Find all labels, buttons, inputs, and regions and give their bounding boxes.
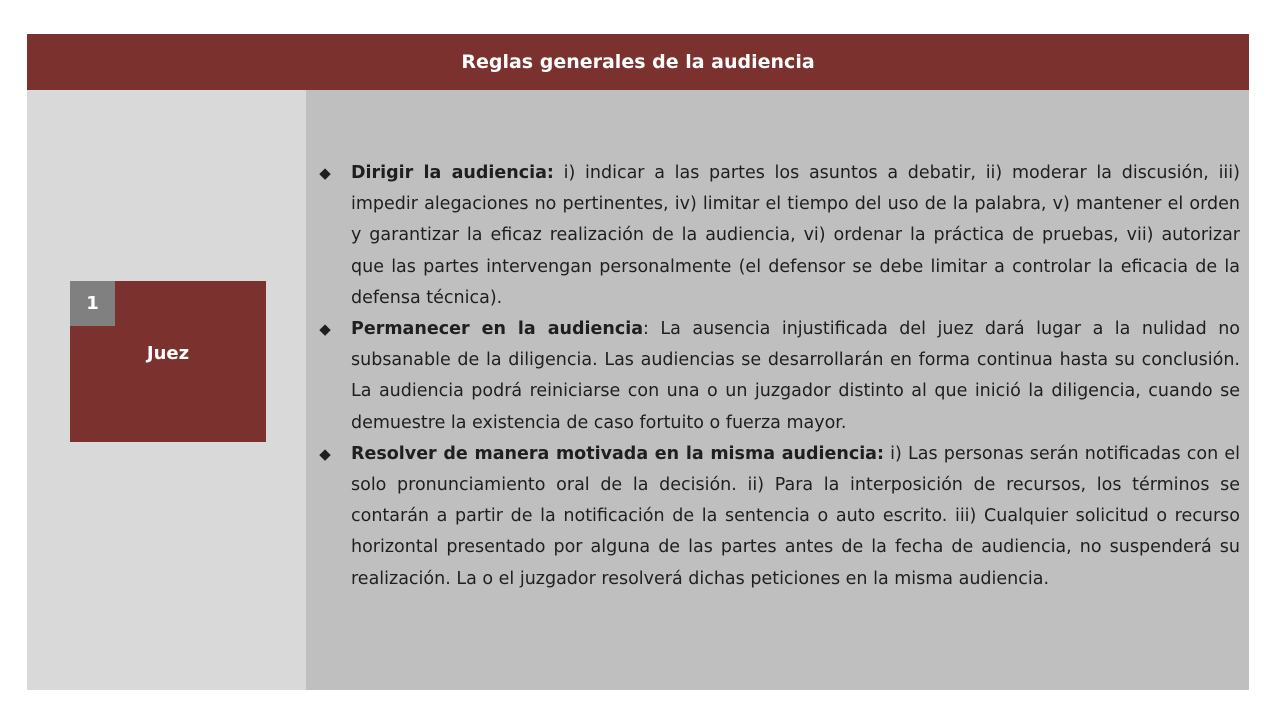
diamond-bullet-icon: ◆ <box>319 320 331 339</box>
slide-title-bar <box>27 34 1249 90</box>
rule-item <box>318 439 1240 595</box>
rules-list <box>318 158 1240 595</box>
diamond-bullet-icon: ◆ <box>319 444 331 463</box>
rule-title: Permanecer en la audiencia <box>351 319 644 340</box>
rule-title: Resolver de manera motivada en la misma audiencia: <box>351 443 884 464</box>
rule-item <box>318 314 1240 439</box>
slide-title: Reglas generales de la audiencia <box>461 51 815 73</box>
diamond-bullet-icon: ◆ <box>319 164 331 182</box>
rule-text: i) Las personas serán notificadas con el solo pronunciamiento oral de la decisión. ii) Para la interposición de recursos, los términos se contarán a partir de la notificación de la sentencia o auto escrito. iii) Cualquier solicitud o recurso horizontal presentado por alguna de las partes antes de la fecha de audiencia, no suspenderá su realización. La o el juzgador resolverá dichas peticiones en la misma audiencia. <box>351 443 1240 589</box>
rule-title: Dirigir la audiencia: <box>351 163 554 183</box>
role-card <box>70 281 266 442</box>
role-number-badge: 1 <box>70 281 115 326</box>
role-label: Juez <box>146 343 190 364</box>
rule-item <box>318 158 1240 314</box>
rule-text: : La ausencia injustificada del juez dará lugar a la nulidad no subsanable de la diligencia. Las audiencias se desarrollarán en forma continua hasta su conclusión. La audiencia podrá reiniciarse con una o un juzgador distinto al que inició la diligencia, cuando se demuestre la existencia de caso fortuito o fuerza mayor. <box>351 319 1240 433</box>
rule-text: i) indicar a las partes los asuntos a debatir, ii) moderar la discusión, iii) impedir alegaciones no pertinentes, iv) limitar el tiempo del uso de la palabra, v) mantener el orden y garantizar la eficaz realización de la audiencia, vi) ordenar la práctica de pruebas, vii) autorizar que las partes intervengan personalmente (el defensor se debe limitar a controlar la eficacia de la defensa técnica). <box>351 163 1240 308</box>
